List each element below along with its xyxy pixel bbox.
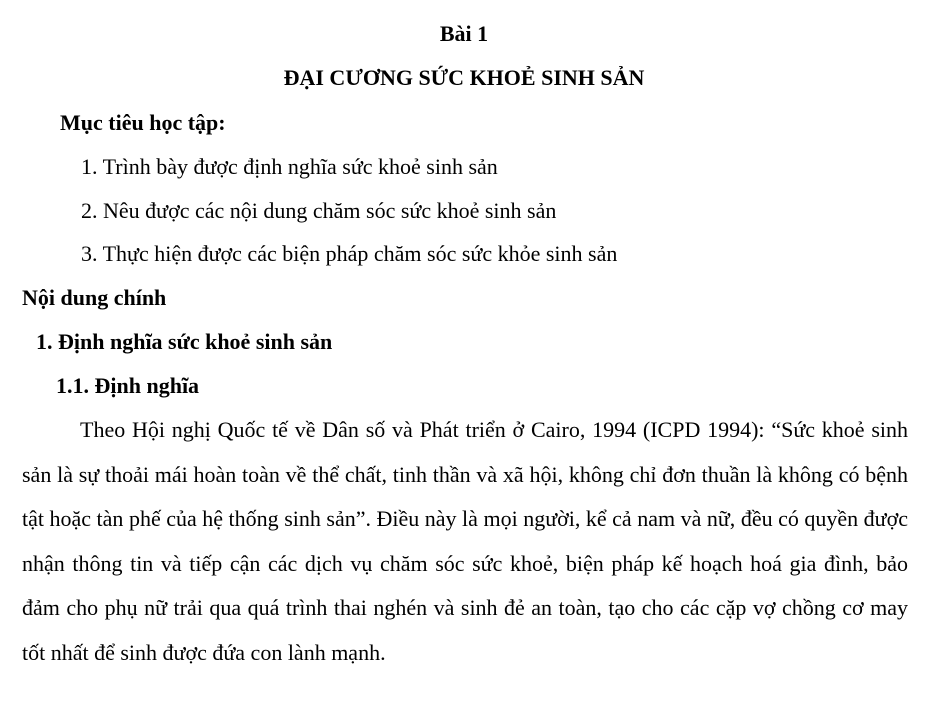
objective-item-1: 1. Trình bày được định nghĩa sức khoẻ sinh sản [81, 154, 498, 179]
lesson-label: Bài 1 [439, 21, 489, 46]
objectives-heading: Mục tiêu học tập: [60, 110, 226, 135]
subsection-1-1-heading: 1.1. Định nghĩa [56, 373, 200, 398]
main-content-heading: Nội dung chính [22, 285, 167, 310]
section-1-heading: 1. Định nghĩa sức khoẻ sinh sản [36, 329, 333, 354]
definition-text: Theo Hội nghị Quốc tế về Dân số và Phát triển ở Cairo, 1994 (ICPD 1994): “Sức khoẻ sinh sản là sự thoải mái hoàn toàn về thể chất, tinh thần và xã hội, không chỉ đơn thuần là không có bệnh tật hoặc tàn phế của hệ thống sinh sản”. Điều này là mọi người, kể cả nam và nữ, đều có quyền được nhận thông tin và tiếp cận các dịch vụ chăm sóc sức khoẻ, biện pháp kế hoạch hoá gia đình, bảo đảm cho phụ nữ trải qua quá trình thai nghén và sinh đẻ an toàn, tạo cho các cặp vợ chồng cơ may tốt nhất để sinh được đứa con lành mạnh. [22, 417, 908, 665]
objective-item-2: 2. Nêu được các nội dung chăm sóc sức khoẻ sinh sản [81, 198, 557, 223]
definition-paragraph [22, 408, 908, 676]
lesson-title: ĐẠI CƯƠNG SỨC KHOẺ SINH SẢN [283, 65, 645, 90]
objective-item-3: 3. Thực hiện được các biện pháp chăm sóc sức khỏe sinh sản [81, 241, 618, 266]
